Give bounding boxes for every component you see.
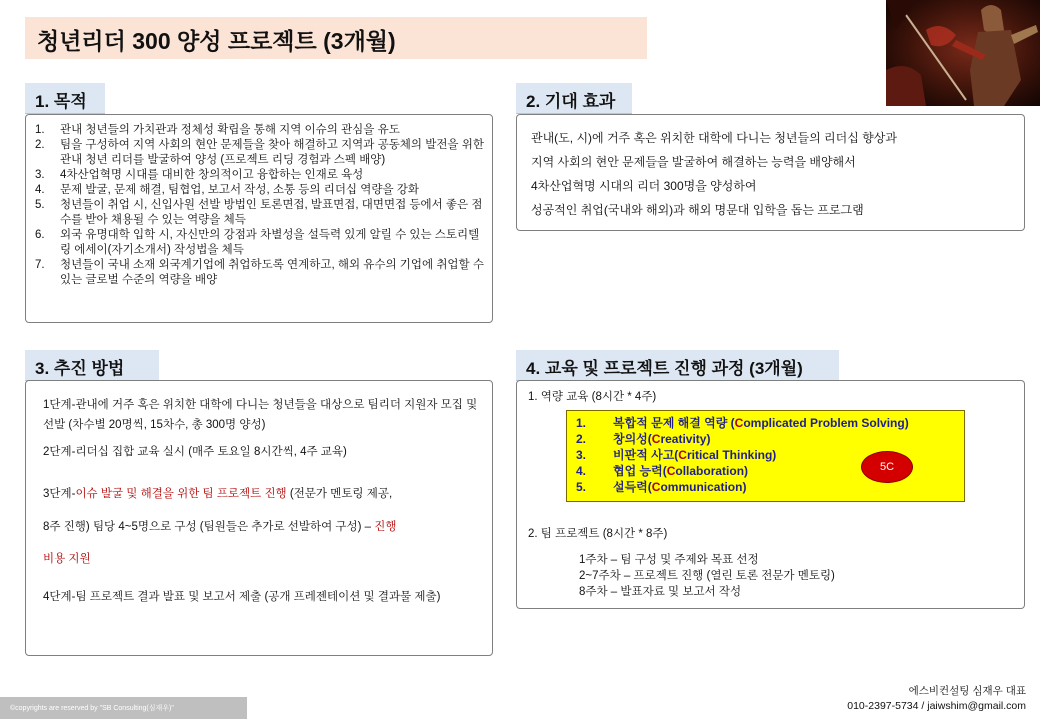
purpose-item-num: 2.	[35, 139, 45, 151]
section-method-heading-text: 3. 추진 방법	[35, 359, 125, 378]
process-subheading-training: 1. 역량 교육 (8시간 * 4주)	[528, 391, 657, 403]
section-purpose-heading	[25, 83, 105, 114]
section-purpose-heading-text: 1. 목적	[35, 92, 87, 111]
page-title: 청년리더 300 양성 프로젝트 (3개월)	[37, 28, 396, 54]
title-banner	[25, 17, 647, 59]
competency-initial: C	[666, 464, 676, 478]
purpose-item	[35, 183, 485, 198]
competency-num: 4.	[576, 464, 587, 478]
effect-line: 지역 사회의 현안 문제들을 발굴하여 해결하는 능력을 배양해서	[531, 155, 856, 169]
purpose-item-text: 문제 발굴, 문제 해결, 팀협업, 보고서 작성, 소통 등의 리더십 역량을 강화	[60, 184, 419, 196]
method-step-3	[43, 484, 483, 504]
competency-num: 3.	[576, 448, 587, 462]
method-step-3-line2-text: 8주 진행) 팀당 4~5명으로 구성 (팀원들은 추가로 선발하여 구성) –	[43, 521, 375, 533]
author-signature	[847, 684, 1026, 714]
competency-item	[576, 447, 909, 463]
competency-initial: C	[678, 448, 687, 462]
method-box	[25, 380, 493, 656]
poster-graphic	[886, 0, 1040, 106]
competency-item	[576, 431, 909, 447]
copyright-bar	[0, 697, 247, 719]
author-contact: 010-2397-5734 / jaiwshim@gmail.com	[847, 700, 1026, 712]
section-process-heading	[516, 350, 839, 381]
competency-num: 2.	[576, 432, 587, 446]
purpose-item-num: 4.	[35, 184, 45, 196]
author-name: 에스비컨설팅 심재우 대표	[908, 685, 1026, 697]
week-item: 2~7주차 – 프로젝트 진행 (열린 토론 전문가 멘토링)	[579, 570, 835, 582]
competencies-list	[576, 415, 909, 495]
purpose-item	[35, 198, 485, 228]
purpose-item-text: 4차산업혁명 시대를 대비한 창의적이고 융합하는 인재로 육성	[60, 169, 364, 181]
method-step-4: 4단계-팀 프로젝트 결과 발표 및 보고서 제출 (공개 프레젠테이션 및 결과물 제출)	[43, 591, 441, 603]
purpose-item-num: 5.	[35, 199, 45, 211]
purpose-item	[35, 228, 485, 258]
competency-num: 5.	[576, 480, 587, 494]
week-item: 1주차 – 팀 구성 및 주제와 목표 선정	[579, 554, 759, 566]
competency-english: reativity)	[660, 432, 711, 446]
competency-label: 협업 능력(	[613, 464, 667, 478]
competency-initial: C	[651, 432, 661, 446]
effect-text	[531, 126, 1016, 222]
competency-initial: C	[651, 480, 661, 494]
competency-initial: C	[734, 416, 744, 430]
purpose-box	[25, 114, 493, 323]
effect-line: 성공적인 취업(국내와 해외)과 해외 명문대 입학을 돕는 프로그램	[531, 203, 864, 217]
purpose-item	[35, 168, 485, 183]
copyright-text: ©copyrights are reserved by "SB Consulting(심재우)"	[10, 705, 174, 712]
competency-english: omplicated Problem Solving)	[743, 416, 909, 430]
competency-english: ritical Thinking)	[686, 448, 777, 462]
method-step-2: 2단계-리더십 집합 교육 실시 (매주 토요일 8시간씩, 4주 교육)	[43, 446, 347, 458]
competency-num: 1.	[576, 416, 587, 430]
purpose-list	[35, 123, 485, 288]
process-weeks	[579, 552, 835, 600]
competency-label: 복합적 문제 해결 역량 (	[613, 416, 735, 430]
five-c-badge: 5C	[861, 451, 913, 483]
process-subheading-team-project: 2. 팀 프로젝트 (8시간 * 8주)	[528, 528, 668, 540]
section-effect-heading	[516, 83, 632, 114]
competency-label: 설득력(	[613, 480, 652, 494]
week-item: 8주차 – 발표자료 및 보고서 작성	[579, 586, 742, 598]
competency-item	[576, 479, 909, 495]
method-step-1: 1단계-관내에 거주 혹은 위치한 대학에 다니는 청년들을 대상으로 팀리더 지원자 모집 및 선발 (차수별 20명씩, 15차수, 총 300명 양성)	[43, 399, 478, 431]
purpose-item-num: 3.	[35, 169, 45, 181]
method-step-3-line2	[43, 517, 483, 537]
section-method-heading	[25, 350, 159, 381]
section-effect-heading-text: 2. 기대 효과	[526, 92, 616, 111]
competency-english: ommunication)	[660, 480, 747, 494]
purpose-item-num: 7.	[35, 259, 45, 271]
competency-label: 창의성(	[613, 432, 652, 446]
section-process-heading-text: 4. 교육 및 프로젝트 진행 과정 (3개월)	[526, 359, 803, 378]
purpose-item	[35, 138, 485, 168]
effect-line: 4차산업혁명 시대의 리더 300명을 양성하여	[531, 179, 757, 193]
purpose-item-text: 청년들이 취업 시, 신입사원 선발 방법인 토론면접, 발표면접, 대면면접 등에서 좋은 점수를 받아 채용될 수 있는 역량을 체득	[60, 199, 483, 226]
purpose-item-text: 팀을 구성하여 지역 사회의 현안 문제들을 찾아 해결하고 지역과 공동체의 발전을 위한 관내 청년 리더를 발굴하여 양성 (프로젝트 리딩 경험과 스펙 배양)	[60, 139, 484, 166]
competency-item	[576, 463, 909, 479]
method-step-3-suffix: (전문가 멘토링 제공,	[286, 488, 393, 500]
purpose-item-text: 외국 유명대학 입학 시, 자신만의 강점과 차별성을 설득력 있게 알릴 수 있는 스토리텔링 에세이(자기소개서) 작성법을 체득	[60, 229, 480, 256]
competency-item	[576, 415, 909, 431]
effect-line: 관내(도, 시)에 거주 혹은 위치한 대학에 다니는 청년들의 리더십 향상과	[531, 131, 897, 145]
competency-english: ollaboration)	[675, 464, 749, 478]
competency-label: 비판적 사고(	[613, 448, 679, 462]
effect-box	[516, 114, 1025, 231]
purpose-item-text: 관내 청년들의 가치관과 정체성 확립을 통해 지역 이슈의 관심을 유도	[60, 124, 400, 136]
method-step-3-highlight: 이슈 발굴 및 해결을 위한 팀 프로젝트 진행	[75, 488, 287, 500]
purpose-item	[35, 123, 485, 138]
purpose-item-num: 1.	[35, 124, 45, 136]
purpose-item-num: 6.	[35, 229, 45, 241]
method-step-3-line3: 비용 지원	[43, 553, 91, 565]
purpose-item	[35, 258, 485, 288]
method-step-3-line2-highlight: 진행	[374, 521, 397, 533]
purpose-item-text: 청년들이 국내 소재 외국계기업에 취업하도록 연계하고, 해외 유수의 기업에 취업할 수 있는 글로벌 수준의 역량을 배양	[60, 259, 484, 286]
method-step-3-prefix: 3단계-	[43, 488, 76, 500]
movie-poster-image	[886, 0, 1040, 106]
